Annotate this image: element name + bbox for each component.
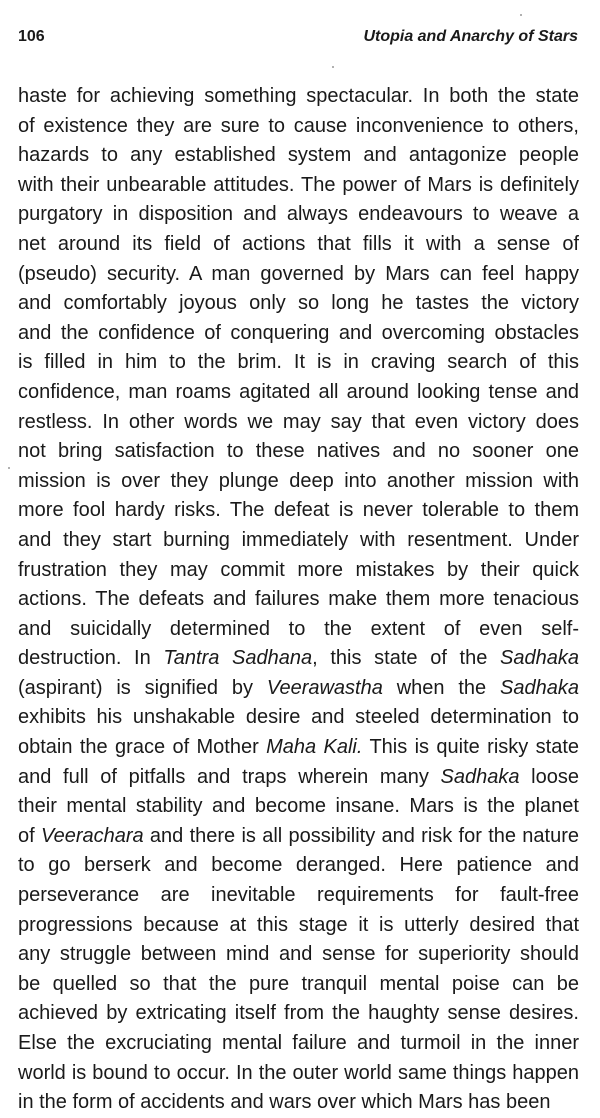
- text-segment: not bring satisfaction to these natives and no sooner one: [18, 440, 579, 463]
- text-segment: when the: [382, 676, 501, 699]
- italic-term: Sadhaka: [500, 676, 579, 699]
- text-line: [18, 230, 579, 260]
- text-line: [18, 1059, 579, 1089]
- text-segment: (pseudo) security. A man governed by Mars can feel happy: [18, 262, 579, 285]
- text-segment: confidence, man roams agitated all around looking tense and: [18, 380, 579, 403]
- text-line: [18, 822, 579, 852]
- text-line: [18, 1029, 579, 1059]
- italic-term: Veerachara: [40, 824, 144, 847]
- text-segment: loose: [519, 765, 579, 788]
- italic-term: Sadhaka: [440, 765, 520, 788]
- page-header: [18, 28, 578, 52]
- text-line: [18, 82, 579, 112]
- text-segment: haste for achieving something spectacular. In both the state: [18, 85, 579, 107]
- text-line: [18, 260, 579, 290]
- italic-term: Sadhaka: [500, 647, 579, 670]
- text-segment: of: [18, 824, 41, 847]
- body-paragraph: [18, 82, 579, 1118]
- text-segment: (aspirant) is signified by: [18, 676, 267, 699]
- text-segment: and they start burning immediately with resentment. Under: [18, 528, 579, 551]
- text-line: [18, 141, 579, 171]
- text-line: [18, 112, 579, 142]
- text-line: [18, 763, 579, 793]
- text-segment: to go berserk and become deranged. Here patience and: [18, 854, 579, 877]
- text-line: [18, 319, 579, 349]
- text-segment: and there is all possibility and risk for the nature: [143, 824, 579, 847]
- text-line: [18, 496, 579, 526]
- text-line: [18, 703, 579, 733]
- text-line: [18, 408, 579, 438]
- text-segment: destruction. In: [18, 647, 164, 670]
- text-segment: and comfortably joyous only so long he tastes the victory: [18, 292, 579, 315]
- text-segment: restless. In other words we may say that even victory does: [18, 410, 579, 433]
- text-segment: be quelled so that the pure tranquil mental poise can be: [18, 972, 579, 995]
- text-line: [18, 911, 579, 941]
- text-line: [18, 467, 579, 497]
- text-segment: world is bound to occur. In the outer world same things happen: [18, 1061, 579, 1084]
- text-line: [18, 615, 579, 645]
- text-line: [18, 526, 579, 556]
- page-number: 106: [18, 28, 45, 45]
- text-line: [18, 674, 579, 704]
- text-segment: frustration they may commit more mistakes by their quick: [18, 558, 579, 581]
- text-segment: of existence they are sure to cause inconvenience to others,: [18, 114, 579, 137]
- text-line: [18, 289, 579, 319]
- text-segment: is filled in him to the brim. It is in craving search of this: [18, 351, 579, 374]
- text-line: [18, 644, 579, 674]
- text-line: [18, 1088, 579, 1118]
- text-line: [18, 733, 579, 763]
- italic-term: Maha Kali.: [266, 736, 363, 759]
- text-line: [18, 348, 579, 378]
- text-segment: progressions because at this stage it is utterly desired that: [18, 913, 579, 936]
- text-segment: Else the excruciating mental failure and turmoil in the inner: [18, 1032, 579, 1054]
- text-segment: obtain the grace of Mother: [18, 736, 267, 759]
- text-segment: , this state of the: [312, 647, 501, 670]
- text-segment: hazards to any established system and antagonize people: [18, 144, 579, 167]
- running-title: Utopia and Anarchy of Stars: [363, 28, 578, 45]
- text-line: [18, 556, 579, 586]
- text-line: [18, 970, 579, 1000]
- text-segment: any struggle between mind and sense for superiority should: [18, 943, 579, 966]
- text-line: [18, 437, 579, 467]
- text-segment: more fool hardy risks. The defeat is never tolerable to them: [18, 499, 579, 522]
- text-segment: and full of pitfalls and traps wherein many: [18, 765, 441, 788]
- text-line: [18, 171, 579, 201]
- text-segment: and the confidence of conquering and overcoming obstacles: [18, 321, 579, 344]
- italic-term: Veerawastha: [266, 676, 383, 699]
- text-segment: exhibits his unshakable desire and steeled determination to: [18, 706, 579, 729]
- text-segment: with their unbearable attitudes. The power of Mars is definitely: [18, 173, 579, 196]
- text-line: [18, 999, 579, 1029]
- text-segment: actions. The defeats and failures make them more tenacious: [18, 588, 579, 611]
- text-line: [18, 940, 579, 970]
- text-segment: achieved by extricating itself from the haughty sense desires.: [18, 1002, 579, 1025]
- paper-speck: [332, 66, 334, 68]
- paper-speck: [520, 14, 522, 16]
- text-line: [18, 851, 579, 881]
- text-line: [18, 378, 579, 408]
- text-segment: in the form of accidents and wars over which Mars has been: [18, 1091, 551, 1114]
- text-line: [18, 792, 579, 822]
- text-segment: mission is over they plunge deep into another mission with: [18, 469, 579, 492]
- text-line: [18, 881, 579, 911]
- text-segment: and suicidally determined to the extent of even self-: [18, 617, 579, 640]
- text-line: [18, 585, 579, 615]
- paper-speck: [8, 467, 10, 469]
- text-segment: This is quite risky state: [362, 736, 579, 759]
- text-segment: their mental stability and become insane. Mars is the planet: [18, 795, 579, 818]
- text-segment: purgatory in disposition and always endeavours to weave a: [18, 203, 579, 226]
- text-segment: perseverance are inevitable requirements for fault-free: [18, 884, 579, 907]
- text-line: [18, 200, 579, 230]
- italic-term: Tantra Sadhana: [163, 647, 313, 670]
- text-segment: net around its field of actions that fills it with a sense of: [18, 232, 579, 255]
